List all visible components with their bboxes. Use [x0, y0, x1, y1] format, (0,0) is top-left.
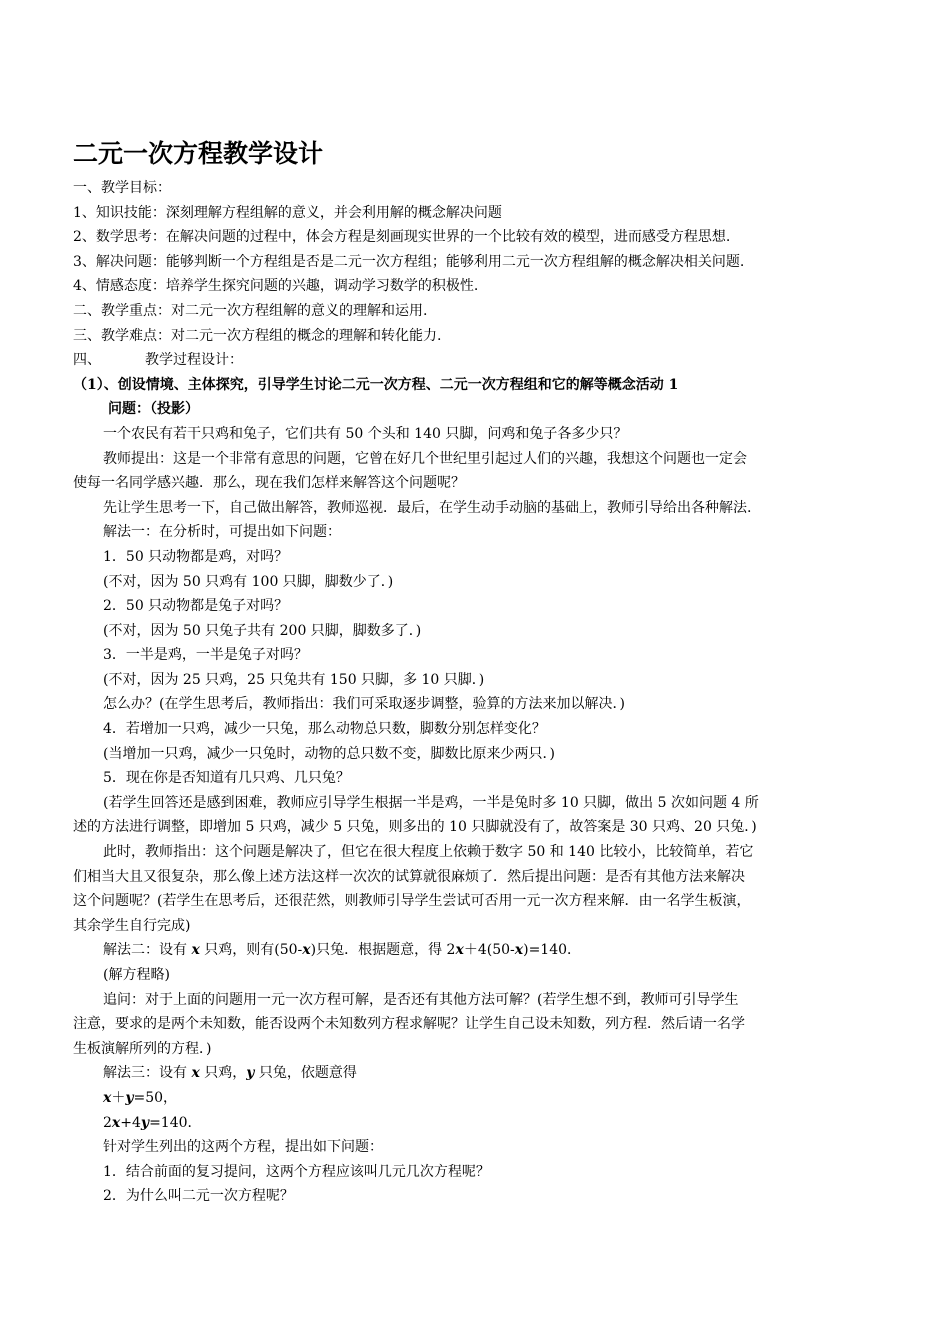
equation-rhs: =50， — [133, 1089, 178, 1106]
paragraph-teacher-2d: 其余学生自行完成) — [73, 917, 191, 934]
answer-2: (不对，因为 50 只兔子共有 200 只脚，脚数多了．) — [103, 622, 422, 639]
question-2: 2．50 只动物都是兔子对吗？ — [103, 598, 289, 615]
variable-x: x — [191, 942, 200, 959]
what-to-do: 怎么办？(在学生思考后，教师指出：我们可采取逐步调整，验算的方法来加以解决．) — [103, 696, 625, 713]
method-2-text: 解法二：设有 — [103, 942, 192, 959]
method-2-text: )只兔．根据题意，得 2 — [310, 942, 456, 959]
answer-4: (当增加一只鸡，减少一只兔时，动物的总只数不变，脚数比原来少两只．) — [103, 745, 555, 762]
operator: +4 — [120, 1114, 141, 1131]
method-3-text: 只鸡， — [199, 1065, 247, 1082]
problem-heading: 问题：（投影） — [108, 401, 199, 418]
goal-4: 4、情感态度：培养学生探究问题的兴趣，调动学习数学的积极性. — [73, 278, 479, 295]
paragraph-teacher-2c: 这个问题呢？(若学生在思考后，还很茫然，则教师引导学生尝试可否用一元一次方程来解．由一名学生板演， — [73, 893, 751, 910]
question-3: 3．一半是鸡，一半是兔子对吗？ — [103, 647, 308, 664]
variable-x: x — [514, 942, 524, 959]
equation-rhs: =140． — [149, 1114, 202, 1131]
method-2-solution-note: (解方程略) — [103, 967, 170, 983]
answer-5b: 述的方法进行调整，即增加 5 只鸡，减少 5 只兔，则多出的 10 只脚就没有了，故答案是 30 只鸡、20 只兔．) — [73, 819, 757, 836]
part-1-heading: （1）、创设情境、主体探究，引导学生讨论二元一次方程、二元一次方程组和它的解等概念活动 1 — [73, 376, 679, 393]
method-3-text: 解法三：设有 — [103, 1065, 192, 1082]
variable-x: x — [111, 1114, 121, 1131]
variable-y: y — [246, 1065, 255, 1082]
section-difficulties: 三、教学难点：对二元一次方程组的概念的理解和转化能力. — [73, 327, 442, 344]
method-2-text: ＋4(50- — [463, 942, 515, 959]
variable-x: x — [191, 1065, 200, 1082]
paragraph-teacher-2a: 此时，教师指出：这个问题是解决了，但它在很大程度上依赖于数字 50 和 140 比较小，比较简单，若它 — [103, 844, 754, 861]
method-2 — [73, 938, 878, 963]
answer-3: (不对，因为 25 只鸡，25 只兔共有 150 只脚，多 10 只脚．) — [103, 671, 485, 688]
answer-5a: (若学生回答还是感到困难，教师应引导学生根据一半是鸡，一半是兔时多 10 只脚，做出 5 次如问题 4 所 — [103, 794, 759, 811]
variable-x: x — [302, 942, 311, 959]
section-process — [73, 348, 878, 373]
problem-text: 一个农民有若干只鸡和兔子，它们共有 50 个头和 140 只脚，问鸡和兔子各多少只？ — [103, 425, 628, 442]
coefficient: 2 — [103, 1114, 112, 1131]
variable-y: y — [125, 1089, 134, 1106]
prompt-question-1: 1．结合前面的复习提问，这两个方程应该叫几元几次方程呢？ — [103, 1163, 490, 1180]
follow-up-3: 生板演解所列的方程．) — [73, 1040, 212, 1057]
paragraph-teacher-1a: 教师提出：这是一个非常有意思的问题，它曾在好几个世纪里引起过人们的兴趣，我想这个问题也一定会 — [103, 450, 747, 467]
section-heading-goals: 一、教学目标： — [73, 180, 171, 196]
follow-up-2: 注意，要求的是两个未知数，能否设两个未知数列方程求解呢？让学生自己设未知数，列方程．然后请一名学 — [73, 1016, 745, 1033]
section-process-label: 教学过程设计： — [145, 352, 243, 369]
page-title: 二元一次方程教学设计 — [73, 139, 324, 168]
question-4: 4．若增加一只鸡，减少一只兔，那么动物总只数，脚数分别怎样变化？ — [103, 721, 546, 738]
question-5: 5．现在你是否知道有几只鸡、几只兔？ — [103, 770, 350, 787]
variable-x: x — [103, 1089, 112, 1106]
method-2-text: 只鸡，则有(50- — [199, 942, 303, 959]
goal-3: 3、解决问题：能够判断一个方程组是否是二元一次方程组；能够利用二元一次方程组解的概念解决相关问题. — [73, 253, 745, 270]
answer-1: (不对，因为 50 只鸡有 100 只脚，脚数少了．) — [103, 573, 394, 590]
prompt-heading: 针对学生列出的这两个方程，提出如下问题： — [103, 1139, 383, 1156]
goal-2: 2、数学思考：在解决问题的过程中，体会方程是刻画现实世界的一个比较有效的模型，进而感受方程思想. — [73, 229, 731, 246]
operator: ＋ — [111, 1089, 126, 1106]
method-1-heading: 解法一：在分析时，可提出如下问题： — [103, 524, 341, 541]
paragraph-teacher-2b: 们相当大且又很复杂，那么像上述方法这样一次次的试算就很麻烦了．然后提出问题：是否有其他方法来解决 — [73, 868, 745, 885]
equation-1 — [73, 1086, 878, 1111]
section-key-points: 二、教学重点：对二元一次方程组解的意义的理解和运用. — [73, 302, 428, 319]
method-3 — [73, 1061, 878, 1086]
method-2-text: )=140． — [523, 942, 582, 959]
section-process-number: 四、 — [73, 352, 101, 369]
prompt-question-2: 2．为什么叫二元一次方程呢？ — [103, 1188, 294, 1205]
document-body — [73, 176, 878, 1209]
variable-y: y — [140, 1114, 150, 1131]
paragraph-students-think: 先让学生思考一下，自己做出解答，教师巡视．最后，在学生动手动脑的基础上，教师引导给出各种解法. — [103, 499, 752, 516]
goal-1: 1、知识技能：深刻理解方程组解的意义，并会利用解的概念解决问题 — [73, 204, 502, 221]
question-1: 1．50 只动物都是鸡，对吗？ — [103, 548, 289, 565]
follow-up-1: 追问：对于上面的问题用一元一次方程可解，是否还有其他方法可解？(若学生想不到，教师可引导学生 — [103, 991, 739, 1008]
method-3-text: 只兔，依题意得 — [254, 1065, 357, 1082]
paragraph-teacher-1b: 使每一名同学感兴趣．那么，现在我们怎样来解答这个问题呢？ — [73, 475, 465, 492]
variable-x: x — [455, 942, 464, 959]
equation-2 — [73, 1111, 878, 1136]
